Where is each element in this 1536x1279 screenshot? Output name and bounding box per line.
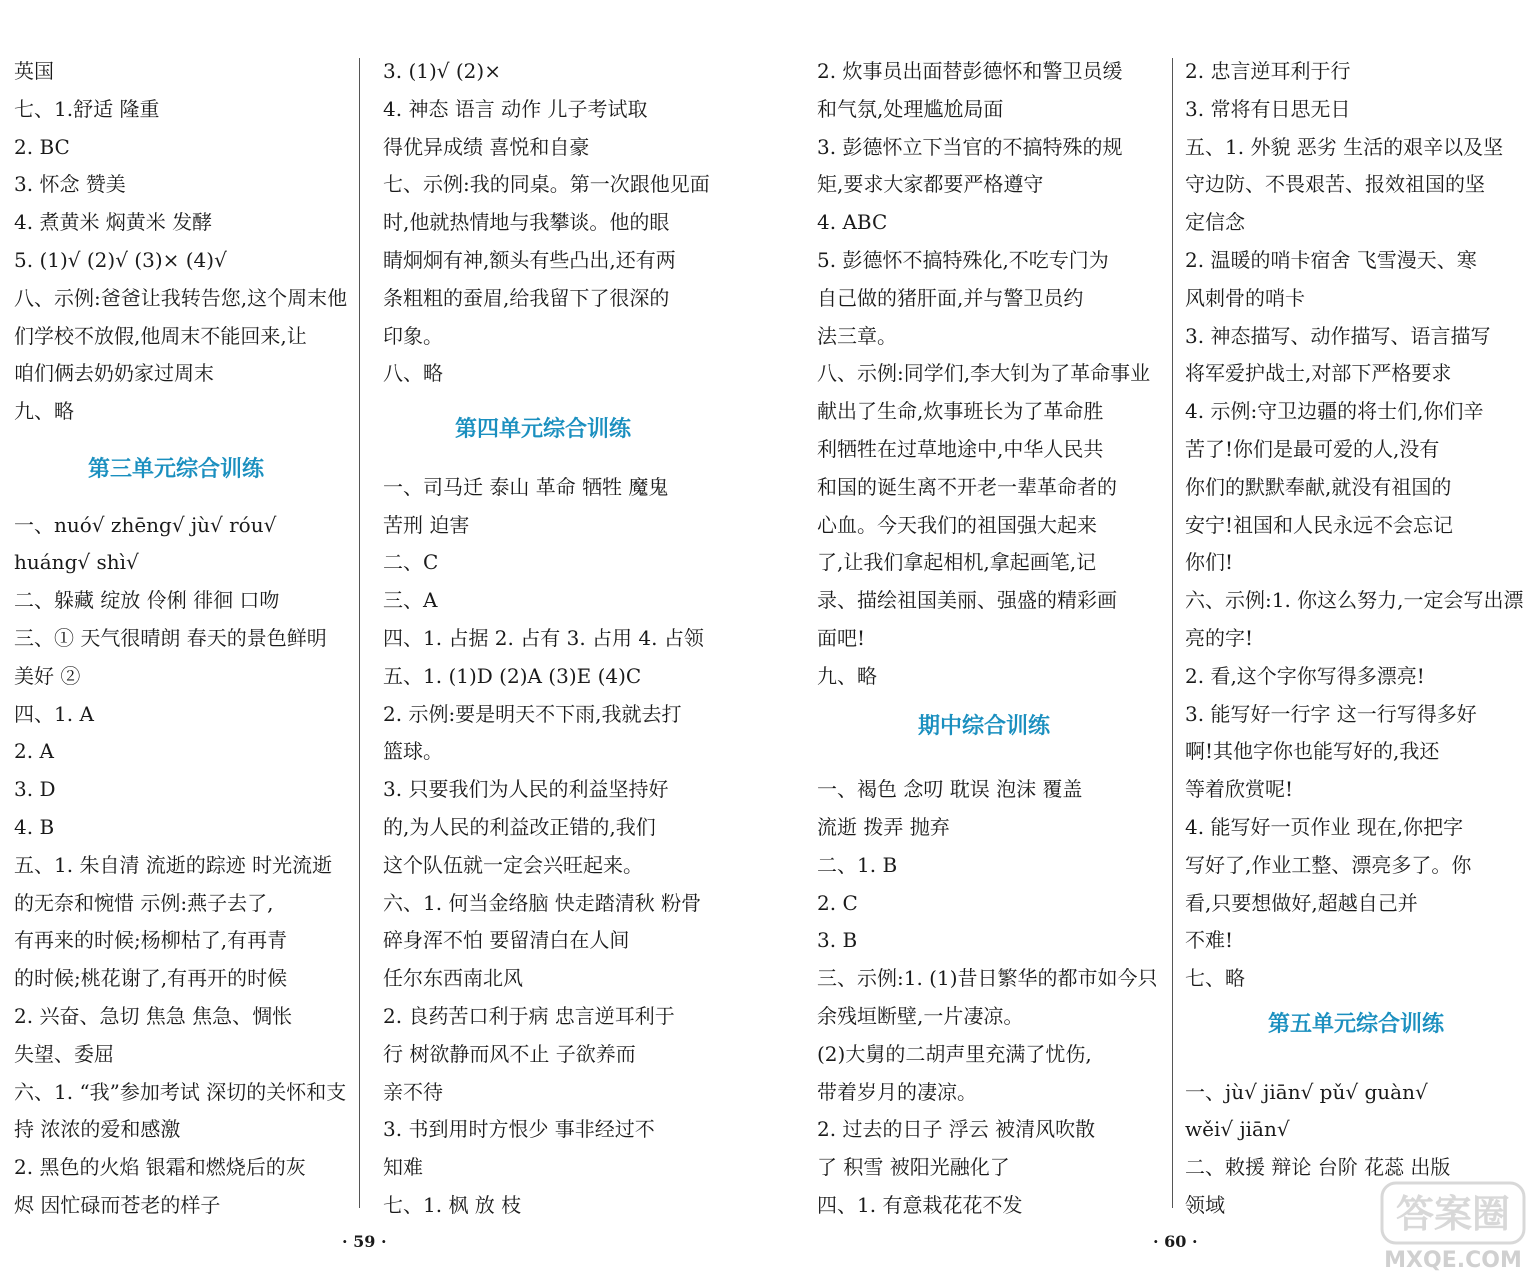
answer-line: 矩,要求大家都要严格遵守 bbox=[817, 172, 1044, 197]
answer-line: 献出了生命,炊事班长为了革命胜 bbox=[817, 399, 1104, 424]
answer-line: 5. (1)√ (2)√ (3)× (4)√ bbox=[14, 248, 227, 272]
answer-line: 英国 bbox=[14, 59, 54, 83]
answer-line: 4. 示例:守卫边疆的将士们,你们辛 bbox=[1185, 399, 1484, 424]
answer-line: 2. 兴奋、急切 焦急 焦急、惆怅 bbox=[14, 1004, 293, 1028]
column-divider-right bbox=[1172, 58, 1173, 1208]
answer-line: 利牺牲在过草地途中,中华人民共 bbox=[817, 437, 1104, 461]
answer-line: 一、司马迁 泰山 革命 牺牲 魔鬼 bbox=[383, 474, 669, 499]
answer-line: 2. C bbox=[817, 890, 858, 915]
answer-line: 4. B bbox=[14, 815, 55, 839]
answer-line: 三、示例:1. (1)昔日繁华的都市如今只 bbox=[817, 966, 1158, 991]
answer-line: 八、略 bbox=[383, 361, 443, 386]
answer-line: 2. 黑色的火焰 银霜和燃烧后的灰 bbox=[14, 1155, 306, 1180]
answer-line: 4. ABC bbox=[817, 210, 888, 235]
answer-line: 了 积雪 被阳光融化了 bbox=[817, 1155, 1010, 1180]
answer-line: 四、1. A bbox=[14, 701, 94, 726]
answer-line: 这个队伍就一定会兴旺起来。 bbox=[383, 852, 643, 877]
answer-line: 碎身浑不怕 要留清白在人间 bbox=[383, 928, 630, 953]
heading-unit4: 第四单元综合训练 bbox=[455, 417, 632, 442]
answer-line: 面吧! bbox=[817, 626, 866, 650]
answer-line: 行 树欲静而风不止 子欲养而 bbox=[383, 1041, 636, 1066]
answer-line: 4. 煮黄米 焖黄米 发酵 bbox=[14, 210, 213, 235]
answer-line: 任尔东西南北风 bbox=[383, 966, 523, 991]
answer-line: 啊!其他字你也能写好的,我还 bbox=[1185, 739, 1440, 764]
answer-line: huáng√ shì√ bbox=[14, 550, 139, 575]
answer-line: 2. 过去的日子 浮云 被清风吹散 bbox=[817, 1117, 1096, 1142]
answer-line: 八、示例:爸爸让我转告您,这个周末他 bbox=[14, 285, 348, 310]
answer-line: 九、略 bbox=[14, 399, 74, 424]
answer-line: 3. 书到用时方恨少 事非经过不 bbox=[383, 1117, 655, 1142]
heading-unit5: 第五单元综合训练 bbox=[1268, 1012, 1445, 1037]
answer-line: 3. 能写好一行字 这一行写得多好 bbox=[1185, 701, 1477, 726]
answer-line: 失望、委屈 bbox=[14, 1041, 114, 1066]
answer-line: 和国的诞生离不开老一辈革命者的 bbox=[817, 474, 1117, 499]
answer-line: 和气氛,处理尴尬局面 bbox=[817, 96, 1004, 121]
answer-line: 知难 bbox=[383, 1155, 423, 1180]
answer-line: 守边防、不畏艰苦、报效祖国的坚 bbox=[1185, 172, 1485, 197]
answer-line: 印象。 bbox=[383, 323, 443, 348]
answer-line: 条粗粗的蚕眉,给我留下了很深的 bbox=[383, 285, 670, 310]
answer-line: 亲不待 bbox=[383, 1079, 443, 1104]
answer-line: 你们! bbox=[1185, 550, 1234, 575]
answer-line: 2. 温暖的哨卡宿舍 飞雪漫天、寒 bbox=[1185, 248, 1477, 272]
answer-line: 3. 常将有日思无日 bbox=[1185, 96, 1351, 121]
answer-line: 四、1. 有意栽花花不发 bbox=[817, 1193, 1023, 1217]
answer-line: 六、示例:1. 你这么努力,一定会写出漂 bbox=[1185, 588, 1524, 613]
heading-unit3: 第三单元综合训练 bbox=[88, 457, 265, 482]
answer-line: 咱们俩去奶奶家过周末 bbox=[14, 361, 214, 386]
answer-line: 2. A bbox=[14, 739, 54, 764]
answer-line: 一、褐色 念叨 耽误 泡沫 覆盖 bbox=[817, 777, 1083, 802]
answer-line: 二、1. B bbox=[817, 852, 898, 877]
answer-line: 六、1. “我”参加考试 深切的关怀和支 bbox=[14, 1079, 347, 1104]
answer-line: 有再来的时候;杨柳枯了,有再青 bbox=[14, 928, 288, 953]
answer-line: 3. 怀念 赞美 bbox=[14, 172, 126, 197]
answer-line: 心血。今天我们的祖国强大起来 bbox=[817, 512, 1097, 537]
answer-line: 一、jù√ jiān√ pǔ√ guàn√ bbox=[1185, 1079, 1428, 1104]
answer-line: 你们的默默奉献,就没有祖国的 bbox=[1185, 474, 1452, 499]
answer-line: 4. 神态 语言 动作 儿子考试取 bbox=[383, 96, 648, 121]
answer-line: 五、1. 外貌 恶劣 生活的艰辛以及坚 bbox=[1185, 134, 1504, 159]
answer-line: 看,只要想做好,超越自己并 bbox=[1185, 890, 1418, 915]
answer-line: 的,为人民的利益改正错的,我们 bbox=[383, 815, 656, 839]
answer-line: 4. 能写好一页作业 现在,你把字 bbox=[1185, 815, 1464, 839]
watermark-title: 答案圈 bbox=[1395, 1192, 1511, 1236]
answer-line: 了,让我们拿起相机,拿起画笔,记 bbox=[817, 550, 1097, 575]
answer-line: 等着欣赏呢! bbox=[1185, 777, 1294, 802]
answer-line: 们学校不放假,他周末不能回来,让 bbox=[14, 323, 307, 348]
answer-line: 2. 看,这个字你写得多漂亮! bbox=[1185, 663, 1425, 688]
answer-line: 3. 神态描写、动作描写、语言描写 bbox=[1185, 323, 1491, 348]
answer-line: 3. D bbox=[14, 777, 56, 802]
watermark-logo bbox=[1378, 1177, 1528, 1273]
answer-line: 自己做的猪肝面,并与警卫员约 bbox=[817, 285, 1084, 310]
answer-line: 七、略 bbox=[1185, 966, 1245, 991]
answer-line: 五、1. 朱自清 流逝的踪迹 时光流逝 bbox=[14, 852, 333, 877]
answer-line: 七、1. 枫 放 枝 bbox=[383, 1193, 522, 1217]
answer-line: 5. 彭德怀不搞特殊化,不吃专门为 bbox=[817, 248, 1109, 272]
answer-line: 时,他就热情地与我攀谈。他的眼 bbox=[383, 210, 670, 235]
answer-line: 七、1.舒适 隆重 bbox=[14, 96, 160, 121]
answer-line: 八、示例:同学们,李大钊为了革命事业 bbox=[817, 361, 1151, 386]
answer-line: 一、nuó√ zhēng√ jù√ róu√ bbox=[14, 512, 277, 537]
answer-line: 3. (1)√ (2)× bbox=[383, 59, 501, 83]
answer-line: 2. 良药苦口利于病 忠言逆耳利于 bbox=[383, 1004, 675, 1028]
answer-line: 余残垣断壁,一片凄凉。 bbox=[817, 1004, 1024, 1028]
answer-line: 将军爱护战士,对部下严格要求 bbox=[1185, 361, 1452, 386]
answer-line: 法三章。 bbox=[817, 323, 897, 348]
answer-line: 五、1. (1)D (2)A (3)E (4)C bbox=[383, 663, 642, 688]
answer-line: 三、① 天气很晴朗 春天的景色鲜明 bbox=[14, 626, 327, 650]
answer-line: 3. B bbox=[817, 928, 858, 953]
watermark-url: MXQE.COM bbox=[1384, 1248, 1522, 1273]
answer-line: 2. BC bbox=[14, 134, 70, 159]
column-divider-left bbox=[359, 58, 360, 1208]
answer-line: 美好 ② bbox=[14, 663, 81, 688]
answer-line: 二、躲藏 绽放 伶俐 徘徊 口吻 bbox=[14, 588, 280, 613]
page-number-left: · 59 · bbox=[342, 1232, 387, 1251]
answer-line: 的时候;桃花谢了,有再开的时候 bbox=[14, 966, 288, 991]
answer-line: 七、示例:我的同桌。第一次跟他见面 bbox=[383, 172, 710, 197]
answer-line: 3. 只要我们为人民的利益坚持好 bbox=[383, 777, 669, 802]
answer-line: (2)大舅的二胡声里充满了忧伤, bbox=[817, 1041, 1092, 1066]
answer-line: 持 浓浓的爱和感激 bbox=[14, 1117, 181, 1142]
answer-line: 苦刑 迫害 bbox=[383, 512, 470, 537]
answer-line: 2. 炊事员出面替彭德怀和警卫员缓 bbox=[817, 59, 1123, 83]
answer-line: 3. 彭德怀立下当官的不搞特殊的规 bbox=[817, 134, 1123, 159]
answer-line: 篮球。 bbox=[383, 739, 443, 764]
heading-midterm: 期中综合训练 bbox=[918, 714, 1051, 739]
answer-line: 得优异成绩 喜悦和自豪 bbox=[383, 134, 590, 159]
answer-line: 睛炯炯有神,额头有些凸出,还有两 bbox=[383, 248, 676, 272]
answer-line: 2. 忠言逆耳利于行 bbox=[1185, 59, 1351, 83]
answer-line: wěi√ jiān√ bbox=[1185, 1117, 1290, 1142]
answer-line: 安宁!祖国和人民永远不会忘记 bbox=[1185, 512, 1454, 537]
answer-line: 苦了!你们是最可爱的人,没有 bbox=[1185, 437, 1440, 461]
answer-line: 领域 bbox=[1185, 1193, 1225, 1217]
answer-line: 二、C bbox=[383, 550, 439, 575]
answer-line: 三、A bbox=[383, 588, 438, 613]
answer-line: 四、1. 占据 2. 占有 3. 占用 4. 占领 bbox=[383, 626, 704, 650]
answer-line: 2. 示例:要是明天不下雨,我就去打 bbox=[383, 701, 682, 726]
answer-line: 六、1. 何当金络脑 快走踏清秋 粉骨 bbox=[383, 890, 702, 915]
answer-line: 的无奈和惋惜 示例:燕子去了, bbox=[14, 890, 274, 915]
answer-line: 风刺骨的哨卡 bbox=[1185, 285, 1305, 310]
answer-line: 二、敕援 辩论 台阶 花蕊 出版 bbox=[1185, 1155, 1451, 1180]
answer-line: 录、描绘祖国美丽、强盛的精彩画 bbox=[817, 588, 1117, 613]
answer-line: 亮的字! bbox=[1185, 626, 1254, 650]
answer-line: 定信念 bbox=[1185, 210, 1245, 235]
watermark-graphic bbox=[1378, 1177, 1528, 1273]
answer-line: 烬 因忙碌而苍老的样子 bbox=[14, 1193, 221, 1217]
answer-line: 流逝 拨弄 抛弃 bbox=[817, 815, 950, 839]
page-number-right: · 60 · bbox=[1153, 1232, 1198, 1251]
answer-line: 九、略 bbox=[817, 663, 877, 688]
answer-line: 不难! bbox=[1185, 928, 1234, 953]
answer-line: 带着岁月的凄凉。 bbox=[817, 1079, 977, 1104]
answer-line: 写好了,作业工整、漂亮多了。你 bbox=[1185, 852, 1472, 877]
